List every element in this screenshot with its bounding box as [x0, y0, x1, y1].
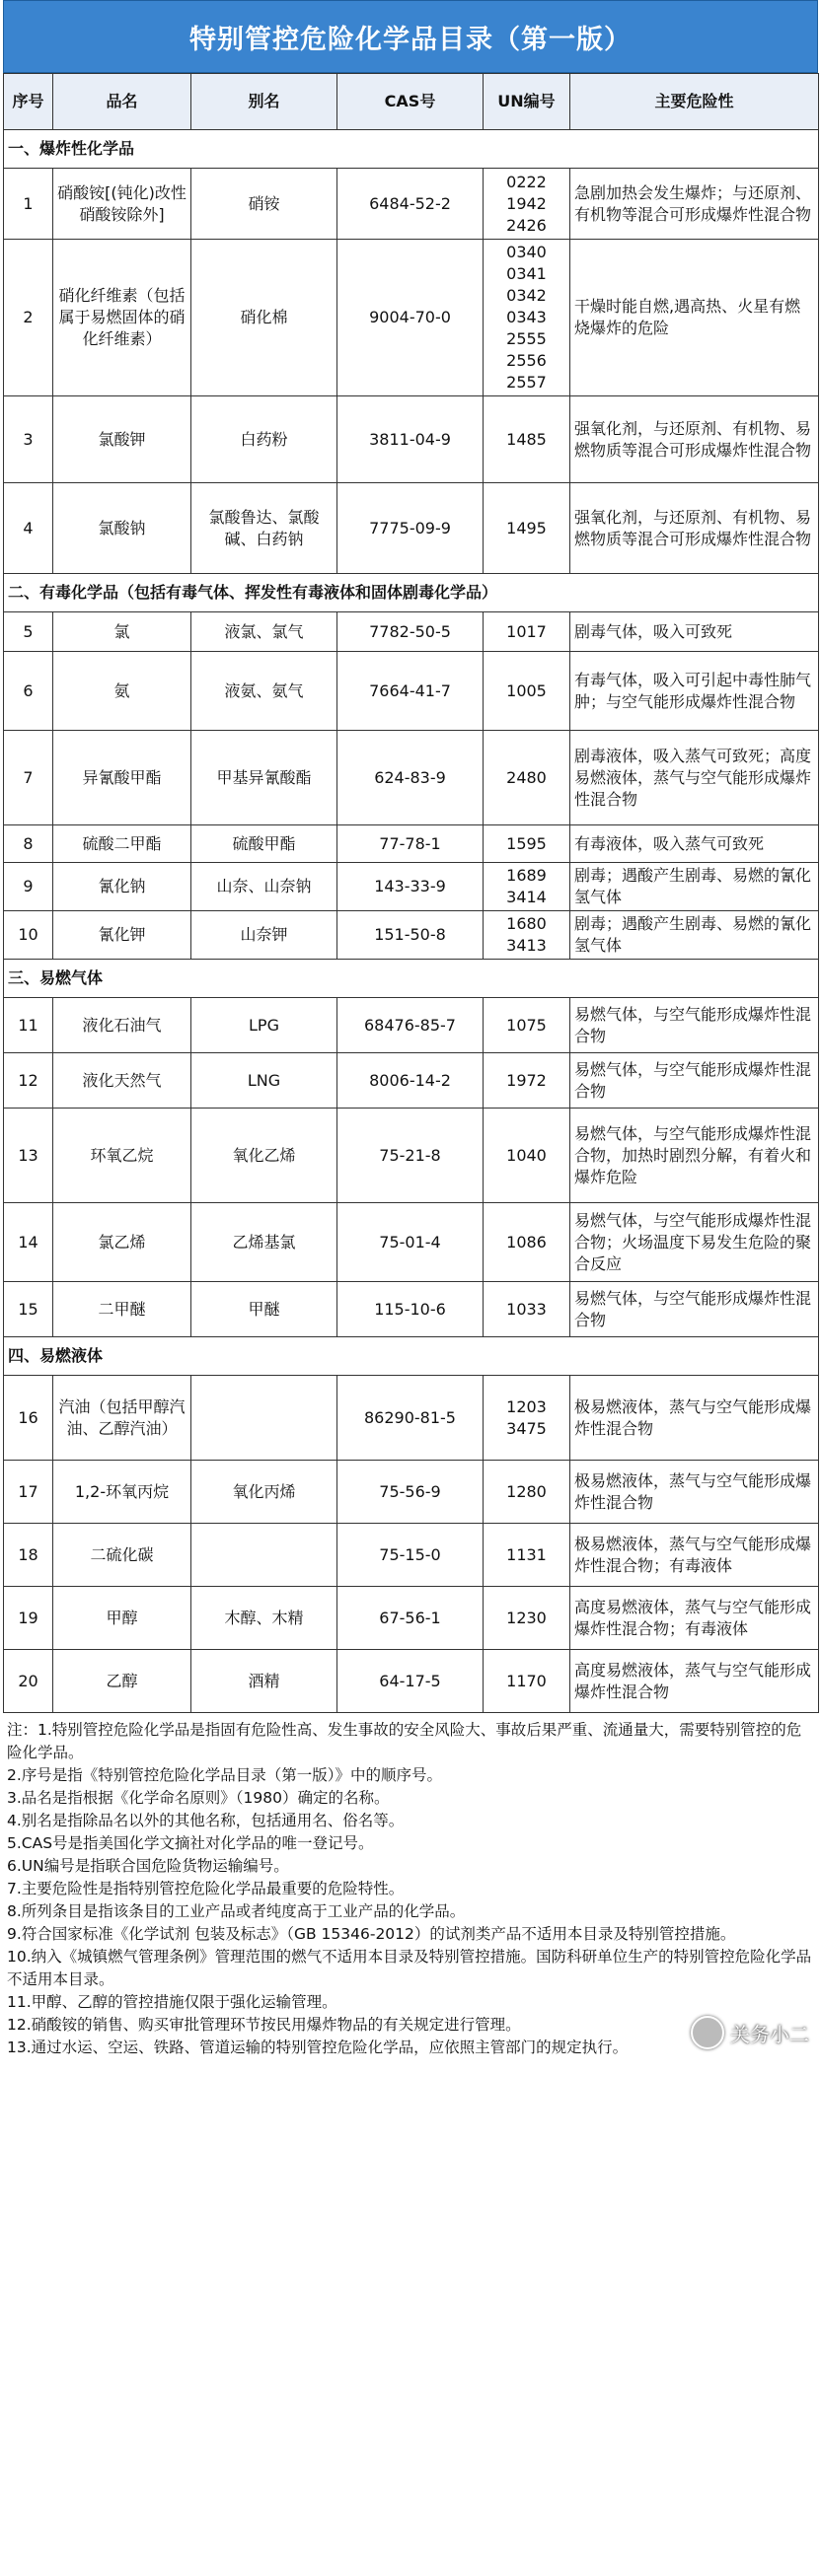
chemical-name: 氰化钾 [53, 911, 191, 960]
main-hazard: 有毒液体，吸入蒸气可致死 [570, 825, 819, 863]
table-row [4, 1461, 819, 1524]
cas-number: 75-15-0 [337, 1524, 484, 1587]
chemical-alias: LPG [191, 998, 337, 1053]
un-number [484, 1282, 570, 1337]
un-number [484, 396, 570, 483]
un-number [484, 825, 570, 863]
main-hazard: 剧毒；遇酸产生剧毒、易燃的氰化氢气体 [570, 863, 819, 911]
un-code: 1086 [506, 1232, 547, 1252]
un-code: 1033 [506, 1299, 547, 1319]
header-alias: 别名 [191, 74, 337, 130]
un-number [484, 1053, 570, 1109]
un-code: 1495 [506, 518, 547, 537]
table-row [4, 1524, 819, 1587]
table-row [4, 1109, 819, 1203]
section-title: 一、爆炸性化学品 [4, 130, 819, 169]
section-title: 二、有毒化学品（包括有毒气体、挥发性有毒液体和固体剧毒化学品） [4, 574, 819, 612]
chemical-name: 环氧乙烷 [53, 1109, 191, 1203]
chemical-name: 氯乙烯 [53, 1203, 191, 1282]
note-item: 6.UN编号是指联合国危险货物运输编号。 [7, 1857, 289, 1875]
notes-section [3, 1713, 818, 2059]
chemical-alias: 液氯、氯气 [191, 612, 337, 652]
cas-number: 115-10-6 [337, 1282, 484, 1337]
main-hazard: 干燥时能自燃,遇高热、火星有燃烧爆炸的危险 [570, 240, 819, 396]
un-code: 0342 [506, 286, 547, 305]
row-number: 11 [4, 998, 53, 1053]
chemical-name: 1,2-环氧丙烷 [53, 1461, 191, 1524]
chemical-alias: 液氨、氨气 [191, 652, 337, 731]
un-code: 1005 [506, 680, 547, 700]
watermark-text: 关务小二 [730, 2022, 809, 2046]
table-row [4, 1376, 819, 1461]
chemical-alias: 白药粉 [191, 396, 337, 483]
chemical-alias: 木醇、木精 [191, 1587, 337, 1650]
note-item: 10.纳入《城镇燃气管理条例》管理范围的燃气不适用本目录及特别管控措施。国防科研单位生产的特别管控危险化学品不适用本目录。 [7, 1948, 812, 1988]
un-number [484, 483, 570, 574]
note-item: 9.符合国家标准《化学试剂 包装及标志》（GB 15346-2012）的试剂类产品不适用本目录及特别管控措施。 [7, 1925, 736, 1943]
row-number: 17 [4, 1461, 53, 1524]
note-item: 3.品名是指根据《化学命名原则》（1980）确定的名称。 [7, 1789, 390, 1807]
row-number: 16 [4, 1376, 53, 1461]
chemical-name: 二硫化碳 [53, 1524, 191, 1587]
cas-number: 8006-14-2 [337, 1053, 484, 1109]
un-code: 1689 [506, 866, 547, 885]
table-row [4, 396, 819, 483]
section-header [4, 1337, 819, 1376]
un-code: 1040 [506, 1145, 547, 1165]
chemical-name: 氯酸钾 [53, 396, 191, 483]
un-code: 0343 [506, 308, 547, 326]
cas-number: 86290-81-5 [337, 1376, 484, 1461]
table-row [4, 1053, 819, 1109]
chemical-name: 硫酸二甲酯 [53, 825, 191, 863]
header-no: 序号 [4, 74, 53, 130]
un-code: 2556 [506, 351, 547, 370]
chemical-alias: 氯酸鲁达、氯酸碱、白药钠 [191, 483, 337, 574]
main-hazard: 有毒气体，吸入可引起中毒性肺气肿；与空气能形成爆炸性混合物 [570, 652, 819, 731]
cas-number: 75-56-9 [337, 1461, 484, 1524]
row-number: 13 [4, 1109, 53, 1203]
chemical-name: 二甲醚 [53, 1282, 191, 1337]
note-item: 11.甲醇、乙醇的管控措施仅限于强化运输管理。 [7, 1993, 337, 2011]
table-row [4, 652, 819, 731]
section-title: 四、易燃液体 [4, 1337, 819, 1376]
table-row [4, 998, 819, 1053]
un-code: 1942 [506, 193, 547, 213]
un-number [484, 1376, 570, 1461]
section-header [4, 130, 819, 169]
table-row [4, 612, 819, 652]
un-code: 1170 [506, 1671, 547, 1690]
chemical-alias: 山奈钾 [191, 911, 337, 960]
un-number [484, 1650, 570, 1713]
chemical-name: 液化天然气 [53, 1053, 191, 1109]
un-code: 2555 [506, 329, 547, 348]
chemical-name: 硝化纤维素（包括属于易燃固体的硝化纤维素） [53, 240, 191, 396]
chemical-name: 异氰酸甲酯 [53, 731, 191, 825]
un-number [484, 731, 570, 825]
un-code: 3414 [506, 888, 547, 906]
main-hazard: 易燃气体，与空气能形成爆炸性混合物；火场温度下易发生危险的聚合反应 [570, 1203, 819, 1282]
cas-number: 143-33-9 [337, 863, 484, 911]
main-hazard: 高度易燃液体，蒸气与空气能形成爆炸性混合物 [570, 1650, 819, 1713]
chemical-alias: LNG [191, 1053, 337, 1109]
note-item: 7.主要危险性是指特别管控危险化学品最重要的危险特性。 [7, 1880, 405, 1897]
un-code: 1972 [506, 1070, 547, 1090]
note-item: 8.所列条目是指该条目的工业产品或者纯度高于工业产品的化学品。 [7, 1902, 466, 1920]
table-header-row [4, 74, 819, 130]
un-number [484, 652, 570, 731]
chemical-name: 甲醇 [53, 1587, 191, 1650]
main-hazard: 极易燃液体，蒸气与空气能形成爆炸性混合物 [570, 1376, 819, 1461]
section-header [4, 960, 819, 998]
cas-number: 77-78-1 [337, 825, 484, 863]
note-item: 12.硝酸铵的销售、购买审批管理环节按民用爆炸物品的有关规定进行管理。 [7, 2016, 521, 2034]
note-item: 13.通过水运、空运、铁路、管道运输的特别管控危险化学品，应依照主管部门的规定执行。 [7, 2039, 629, 2056]
cas-number: 624-83-9 [337, 731, 484, 825]
row-number: 15 [4, 1282, 53, 1337]
un-code: 3413 [506, 936, 547, 955]
un-number [484, 1587, 570, 1650]
chemical-alias: 硫酸甲酯 [191, 825, 337, 863]
un-number [484, 998, 570, 1053]
page-title: 特别管控危险化学品目录（第一版） [3, 0, 818, 73]
table-row [4, 169, 819, 240]
row-number: 4 [4, 483, 53, 574]
un-code: 2426 [506, 215, 547, 235]
cas-number: 3811-04-9 [337, 396, 484, 483]
un-code: 1203 [506, 1396, 547, 1416]
cas-number: 7664-41-7 [337, 652, 484, 731]
cas-number: 75-01-4 [337, 1203, 484, 1282]
un-code: 1075 [506, 1015, 547, 1035]
cas-number: 67-56-1 [337, 1587, 484, 1650]
un-code: 1230 [506, 1608, 547, 1627]
main-hazard: 剧毒；遇酸产生剧毒、易燃的氰化氢气体 [570, 911, 819, 960]
un-code: 0341 [506, 264, 547, 283]
table-row [4, 483, 819, 574]
row-number: 3 [4, 396, 53, 483]
chemical-name: 氨 [53, 652, 191, 731]
chemical-name: 氯酸钠 [53, 483, 191, 574]
cas-number: 7782-50-5 [337, 612, 484, 652]
cas-number: 64-17-5 [337, 1650, 484, 1713]
chemical-alias: 甲醚 [191, 1282, 337, 1337]
row-number: 9 [4, 863, 53, 911]
chemical-alias: 甲基异氰酸酯 [191, 731, 337, 825]
table-row [4, 863, 819, 911]
un-code: 2480 [506, 767, 547, 787]
un-code: 0340 [506, 243, 547, 261]
chemical-alias [191, 1376, 337, 1461]
main-hazard: 极易燃液体，蒸气与空气能形成爆炸性混合物 [570, 1461, 819, 1524]
un-code: 3475 [506, 1418, 547, 1438]
main-hazard: 强氧化剂，与还原剂、有机物、易燃物质等混合可形成爆炸性混合物 [570, 483, 819, 574]
main-hazard: 易燃气体，与空气能形成爆炸性混合物 [570, 1282, 819, 1337]
cas-number: 6484-52-2 [337, 169, 484, 240]
chemical-name: 汽油（包括甲醇汽油、乙醇汽油） [53, 1376, 191, 1461]
note-item: 2.序号是指《特别管控危险化学品目录（第一版）》中的顺序号。 [7, 1766, 443, 1784]
header-hazard: 主要危险性 [570, 74, 819, 130]
chemical-table [3, 73, 819, 1713]
un-number [484, 863, 570, 911]
section-header [4, 574, 819, 612]
header-name: 品名 [53, 74, 191, 130]
table-row [4, 1650, 819, 1713]
un-code: 1280 [506, 1481, 547, 1501]
chemical-alias: 山奈、山奈钠 [191, 863, 337, 911]
chemical-alias: 乙烯基氯 [191, 1203, 337, 1282]
un-number [484, 1203, 570, 1282]
table-row [4, 731, 819, 825]
un-number [484, 1461, 570, 1524]
chemical-name: 氰化钠 [53, 863, 191, 911]
table-row [4, 1282, 819, 1337]
chemical-alias [191, 1524, 337, 1587]
un-code: 1595 [506, 833, 547, 853]
cas-number: 151-50-8 [337, 911, 484, 960]
chemical-name: 氯 [53, 612, 191, 652]
row-number: 20 [4, 1650, 53, 1713]
note-item: 4.别名是指除品名以外的其他名称，包括通用名、俗名等。 [7, 1812, 405, 1829]
un-number [484, 1109, 570, 1203]
chemical-name: 乙醇 [53, 1650, 191, 1713]
main-hazard: 高度易燃液体，蒸气与空气能形成爆炸性混合物；有毒液体 [570, 1587, 819, 1650]
main-hazard: 易燃气体，与空气能形成爆炸性混合物 [570, 1053, 819, 1109]
main-hazard: 强氧化剂，与还原剂、有机物、易燃物质等混合可形成爆炸性混合物 [570, 396, 819, 483]
cas-number: 68476-85-7 [337, 998, 484, 1053]
chemical-alias: 氧化乙烯 [191, 1109, 337, 1203]
table-row [4, 1203, 819, 1282]
main-hazard: 极易燃液体，蒸气与空气能形成爆炸性混合物；有毒液体 [570, 1524, 819, 1587]
chemical-name: 液化石油气 [53, 998, 191, 1053]
row-number: 18 [4, 1524, 53, 1587]
note-item: 5.CAS号是指美国化学文摘社对化学品的唯一登记号。 [7, 1834, 374, 1852]
un-number [484, 911, 570, 960]
row-number: 7 [4, 731, 53, 825]
un-code: 1017 [506, 621, 547, 641]
chemical-alias: 硝铵 [191, 169, 337, 240]
chemical-alias: 氧化丙烯 [191, 1461, 337, 1524]
chemical-name: 硝酸铵[(钝化)改性硝酸铵除外] [53, 169, 191, 240]
row-number: 1 [4, 169, 53, 240]
header-cas: CAS号 [337, 74, 484, 130]
row-number: 8 [4, 825, 53, 863]
un-code: 1485 [506, 429, 547, 449]
un-number [484, 612, 570, 652]
watermark [691, 2016, 809, 2049]
row-number: 12 [4, 1053, 53, 1109]
un-number [484, 169, 570, 240]
header-un: UN编号 [484, 74, 570, 130]
section-title: 三、易燃气体 [4, 960, 819, 998]
cas-number: 7775-09-9 [337, 483, 484, 574]
row-number: 14 [4, 1203, 53, 1282]
main-hazard: 剧毒液体，吸入蒸气可致死；高度易燃液体，蒸气与空气能形成爆炸性混合物 [570, 731, 819, 825]
table-body [4, 130, 819, 1713]
table-row [4, 911, 819, 960]
main-hazard: 易燃气体，与空气能形成爆炸性混合物 [570, 998, 819, 1053]
table-row [4, 240, 819, 396]
un-code: 1680 [506, 914, 547, 933]
row-number: 19 [4, 1587, 53, 1650]
main-hazard: 急剧加热会发生爆炸；与还原剂、有机物等混合可形成爆炸性混合物 [570, 169, 819, 240]
note-item: 注：1.特别管控危险化学品是指固有危险性高、发生事故的安全风险大、事故后果严重、流通量大，需要特别管控的危险化学品。 [7, 1721, 802, 1761]
row-number: 10 [4, 911, 53, 960]
cas-number: 75-21-8 [337, 1109, 484, 1203]
table-row [4, 825, 819, 863]
chemical-alias: 硝化棉 [191, 240, 337, 396]
cas-number: 9004-70-0 [337, 240, 484, 396]
un-number [484, 240, 570, 396]
row-number: 5 [4, 612, 53, 652]
chemical-alias: 酒精 [191, 1650, 337, 1713]
row-number: 2 [4, 240, 53, 396]
un-code: 0222 [506, 172, 547, 191]
un-number [484, 1524, 570, 1587]
main-hazard: 剧毒气体，吸入可致死 [570, 612, 819, 652]
main-hazard: 易燃气体，与空气能形成爆炸性混合物，加热时剧烈分解，有着火和爆炸危险 [570, 1109, 819, 1203]
row-number: 6 [4, 652, 53, 731]
account-avatar-icon [691, 2016, 724, 2049]
un-code: 2557 [506, 373, 547, 392]
table-row [4, 1587, 819, 1650]
un-code: 1131 [506, 1544, 547, 1564]
